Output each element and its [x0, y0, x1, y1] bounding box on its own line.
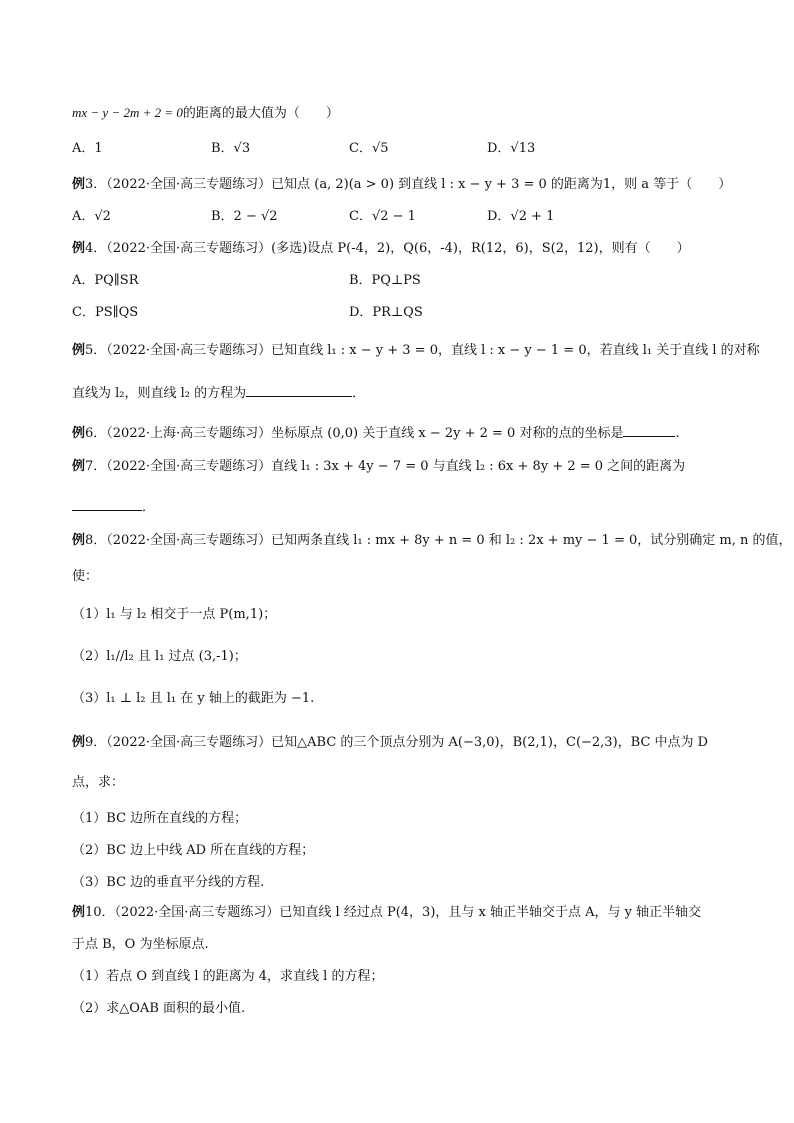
example-7-end: ． [142, 500, 156, 515]
example-4 [72, 240, 732, 258]
example-10-text: 10．（2022·全国·高三专题练习）已知直线 l 经过点 P(4，3)，且与 x 轴正半轴交于点 A，与 y 轴正半轴交 [85, 905, 702, 920]
example-9-line-2: 点，求： [72, 775, 125, 790]
answer-blank[interactable] [72, 498, 142, 511]
example-5-line-1 [72, 342, 760, 360]
ex3-option-c: C．√2 − 1 [349, 209, 416, 224]
example-9-item-1: （1）BC 边所在直线的方程； [72, 811, 248, 826]
example-9-item-2: （2）BC 边上中线 AD 所在直线的方程； [72, 843, 315, 858]
example-8-item-1: （1）l₁ 与 l₂ 相交于一点 P(m,1)； [72, 607, 277, 622]
stem-math: mx − y − 2m + 2 = 0 [72, 105, 183, 120]
example-5-text-3: ． [352, 386, 366, 401]
example-3-text: 3．（2022·全国·高三专题练习）已知点 (a, 2)(a > 0) 到直线 l : x − y + 3 = 0 的距离为1，则 a 等于（ ） [85, 177, 732, 192]
ex3-option-a: A．√2 [72, 209, 111, 224]
stem-text: 的距离的最大值为（ ） [182, 106, 339, 121]
example-9-line-1 [72, 734, 732, 752]
example-10-line-1 [72, 904, 732, 922]
example-5-text-2: 直线为 l₂，则直线 l₂ 的方程为 [72, 386, 247, 401]
answer-blank[interactable] [246, 384, 352, 397]
example-10-item-1: （1）若点 O 到直线 l 的距离为 4，求直线 l 的方程； [72, 969, 384, 984]
example-5-line-2 [72, 384, 732, 403]
option-d: D．√13 [487, 141, 536, 156]
question-stem-continued [72, 104, 732, 123]
option-a: A．1 [72, 141, 103, 156]
example-3 [72, 176, 732, 194]
example-6 [72, 424, 732, 443]
example-label: 例 [72, 343, 86, 358]
ex4-option-d: D．PR⊥QS [349, 305, 423, 320]
example-6-end: . [675, 426, 680, 441]
example-5-text: 5．（2022·全国·高三专题练习）已知直线 l₁ : x − y + 3 = 0，直线 l : x − y − 1 = 0，若直线 l₁ 关于直线 l 的对称 [85, 343, 760, 358]
example-7-text: 7．（2022·全国·高三专题练习）直线 l₁ : 3x + 4y − 7 = 0 与直线 l₂ : 6x + 8y + 2 = 0 之间的距离为 [85, 459, 686, 474]
example-6-text: 6．（2022·上海·高三专题练习）坐标原点 (0,0) 关于直线 x − 2y + 2 = 0 对称的点的坐标是 [85, 426, 624, 441]
example-label: 例 [72, 735, 86, 750]
example-label: 例 [72, 533, 86, 548]
ex4-option-c: C．PS∥QS [72, 305, 139, 320]
example-7-line-2 [72, 498, 732, 517]
example-4-text: 4．（2022·全国·高三专题练习）(多选)设点 P(-4，2)，Q(6，-4)，R(12，6)，S(2，12)，则有（ ） [85, 241, 690, 256]
example-8-text: 8．（2022·全国·高三专题练习）已知两条直线 l₁ : mx + 8y + n = 0 和 l₂ : 2x + my − 1 = 0，试分别确定 m, n 的值， [85, 533, 792, 548]
ex3-option-d: D．√2 + 1 [487, 209, 555, 224]
option-b: B．√3 [211, 141, 251, 156]
example-8-item-2: （2）l₁//l₂ 且 l₁ 过点 (3,-1)； [72, 649, 247, 664]
example-label: 例 [72, 905, 86, 920]
example-label: 例 [72, 241, 86, 256]
ex4-option-a: A．PQ∥SR [72, 273, 139, 288]
option-c: C．√5 [349, 141, 389, 156]
example-7-line-1 [72, 458, 732, 476]
example-label: 例 [72, 177, 86, 192]
example-8-line-1 [72, 532, 792, 550]
example-8-line-2: 使： [72, 569, 99, 584]
example-label: 例 [72, 426, 86, 441]
example-10-item-2: （2）求△OAB 面积的最小值. [72, 1001, 246, 1016]
example-8-item-3: （3）l₁ ⊥ l₂ 且 l₁ 在 y 轴上的截距为 −1. [72, 691, 315, 706]
ex3-option-b: B．2 − √2 [211, 209, 278, 224]
example-9-text: 9．（2022·全国·高三专题练习）已知△ABC 的三个顶点分别为 A(−3,0)，B(2,1)，C(−2,3)，BC 中点为 D [85, 735, 709, 750]
answer-blank[interactable] [623, 424, 675, 437]
ex4-option-b: B．PQ⊥PS [349, 273, 421, 288]
example-label: 例 [72, 459, 86, 474]
example-10-line-2: 于点 B，O 为坐标原点. [72, 937, 209, 952]
example-9-item-3: （3）BC 边的垂直平分线的方程. [72, 875, 265, 890]
